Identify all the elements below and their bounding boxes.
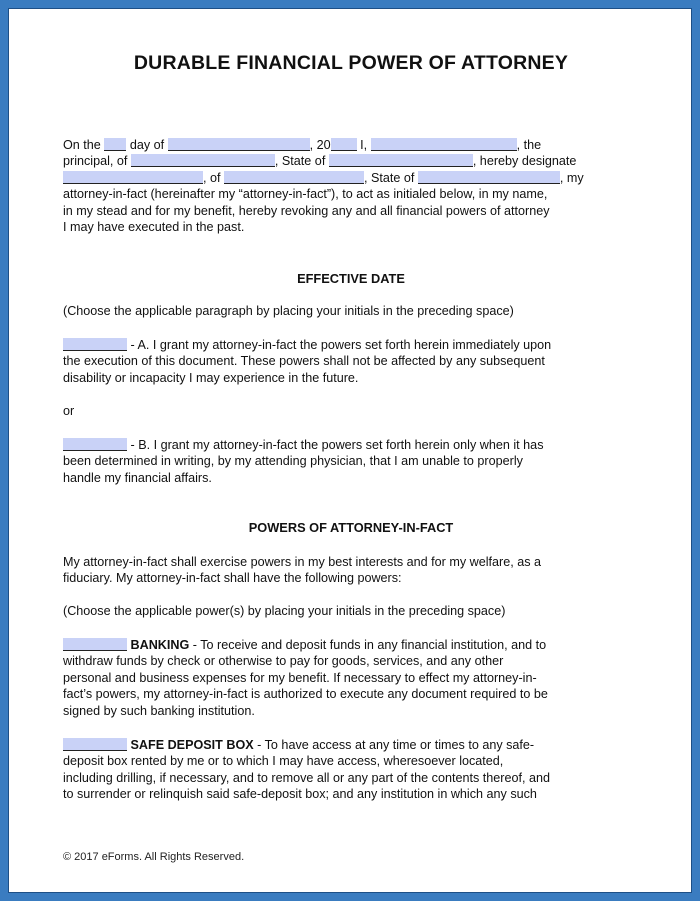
- option-b-initials-field[interactable]: [63, 438, 127, 451]
- powers-intro: My attorney-in-fact shall exercise powers in my best interests and for my welfare, as a fiduciary. My attorney-in-fact shall have the following powers:: [63, 555, 542, 586]
- powers-heading: POWERS OF ATTORNEY-IN-FACT: [248, 520, 454, 535]
- intro-line-6: I may have executed in the past.: [63, 220, 245, 235]
- copyright-footer: © 2017 eForms. All Rights Reserved.: [63, 851, 245, 863]
- intro-line-2: principal, of , State of , hereby designate: [63, 154, 577, 169]
- principal-name-field[interactable]: [371, 138, 517, 151]
- option-a-initials-field[interactable]: [63, 338, 127, 351]
- attorney-name-field[interactable]: [63, 171, 203, 184]
- principal-city-field[interactable]: [131, 154, 275, 167]
- powers-instruction: (Choose the applicable power(s) by placing your initials in the preceding space): [63, 604, 506, 618]
- attorney-city-field[interactable]: [224, 171, 364, 184]
- safe-deposit-label: SAFE DEPOSIT BOX: [130, 738, 254, 752]
- intro-line-1: On the day of , 20 I, , the: [63, 138, 542, 152]
- attorney-state-field[interactable]: [418, 171, 560, 184]
- banking-initials-field[interactable]: [63, 638, 127, 651]
- banking-paragraph: BANKING - To receive and deposit funds in any financial institution, and to withdraw funds by check or otherwise to pay for goods, services, and any other personal and business expenses for my benefit. If necessary to effect my attorney-in- fact’s powers, my attorney-in-fact is authorized to execute any document required to be signed by such banking institution.: [63, 638, 548, 718]
- month-field[interactable]: [168, 138, 310, 151]
- document-page: [8, 8, 692, 893]
- intro-paragraph: [63, 137, 643, 235]
- intro-line-3: , of , State of , my: [63, 170, 643, 186]
- principal-state-field[interactable]: [329, 154, 473, 167]
- year-field[interactable]: [331, 138, 357, 151]
- intro-line-4: attorney-in-fact (hereinafter my “attorney-in-fact”), to act as initialed below, in my name,: [63, 187, 548, 202]
- intro-line-5: in my stead and for my benefit, hereby revoking any and all financial powers of attorney: [63, 203, 550, 218]
- or-text: or: [63, 404, 75, 418]
- option-a-paragraph: - A. I grant my attorney-in-fact the powers set forth herein immediately upon the execution of this document. These powers shall not be affected by any subsequent disability or incapacity I may experience in the future.: [63, 338, 552, 385]
- banking-label: BANKING: [130, 638, 190, 652]
- document-title: DURABLE FINANCIAL POWER OF ATTORNEY: [133, 52, 569, 74]
- safe-deposit-paragraph: SAFE DEPOSIT BOX - To have access at any time or times to any safe- deposit box rented by me or to which I may have access, wheresoever located, including drilling, if necessary, and to remove all or any part of the contents thereof, and to surrender or relinquish said safe-deposit box; and any institution in which any such: [63, 738, 550, 802]
- effective-date-instruction: (Choose the applicable paragraph by placing your initials in the preceding space): [63, 304, 514, 318]
- day-field[interactable]: [104, 138, 126, 151]
- safe-deposit-initials-field[interactable]: [63, 738, 127, 751]
- option-b-paragraph: - B. I grant my attorney-in-fact the powers set forth herein only when it has been determined in writing, by my attending physician, that I am unable to properly handle my financial affairs.: [63, 438, 544, 485]
- effective-date-heading: EFFECTIVE DATE: [297, 271, 405, 286]
